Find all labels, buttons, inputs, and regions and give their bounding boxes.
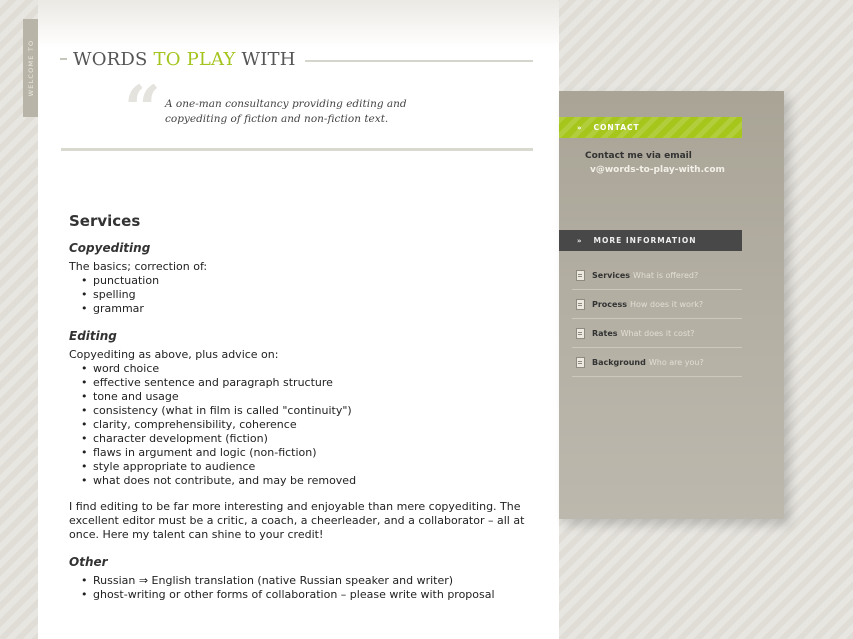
sidebar-link-services[interactable] xyxy=(572,261,742,290)
copyediting-intro: The basics; correction of: xyxy=(69,260,208,273)
sidebar-link-rates[interactable] xyxy=(572,319,742,348)
site-title-text xyxy=(73,49,296,70)
services-heading: Services xyxy=(69,212,141,230)
title-part-highlight: TO PLAY xyxy=(153,48,236,70)
contact-label: Contact me via email xyxy=(585,151,692,161)
more-information-header xyxy=(559,230,742,251)
list-item: • what does not contribute, and may be removed xyxy=(93,474,539,488)
link-label[interactable]: Process xyxy=(592,299,627,309)
list-item: • punctuation xyxy=(93,274,539,288)
sidebar-link-background[interactable] xyxy=(572,348,742,377)
list-item: • Russian ⇒ English translation (native Russian speaker and writer) xyxy=(93,574,539,588)
main-content-panel xyxy=(38,0,559,639)
list-item: • word choice xyxy=(93,362,539,376)
document-icon xyxy=(576,357,585,368)
list-item: • character development (fiction) xyxy=(93,432,539,446)
editing-paragraph: I find editing to be far more interesting and enjoyable than mere copyediting. The excellent editor must be a critic, a coach, a cheerleader, and a collaborator – all at once. Here my talent can shine to your credit! xyxy=(69,500,525,541)
title-part-start: WORDS xyxy=(73,48,154,70)
list-item: • grammar xyxy=(93,302,539,316)
editing-heading: Editing xyxy=(69,329,117,343)
other-heading: Other xyxy=(69,555,108,569)
link-description: How does it work? xyxy=(630,299,704,309)
list-item: • tone and usage xyxy=(93,390,539,404)
list-item: • consistency (what in film is called "continuity") xyxy=(93,404,539,418)
document-icon xyxy=(576,270,585,281)
contact-email-link[interactable]: v@words-to-play-with.com xyxy=(590,165,725,175)
chevron-down-icon: » xyxy=(577,123,583,132)
sidebar xyxy=(559,91,784,519)
copyediting-heading: Copyediting xyxy=(69,241,151,255)
more-information-heading: MORE INFORMATION xyxy=(593,236,697,245)
more-info-links xyxy=(572,261,742,377)
quote-mark-icon: “ xyxy=(124,72,161,147)
tagline: A one-man consultancy providing editing and copyediting of fiction and non-fiction text. xyxy=(165,98,407,125)
list-item: • spelling xyxy=(93,288,539,302)
link-label[interactable]: Background xyxy=(592,357,646,367)
list-item: • clarity, comprehensibility, coherence xyxy=(93,418,539,432)
contact-header xyxy=(559,117,742,138)
link-label[interactable]: Rates xyxy=(592,328,618,338)
document-icon xyxy=(576,299,585,310)
list-item: • ghost-writing or other forms of collaboration – please write with proposal xyxy=(93,588,539,602)
chevron-down-icon: » xyxy=(577,236,583,245)
sidebar-link-process[interactable] xyxy=(572,290,742,319)
list-item: • style appropriate to audience xyxy=(93,460,539,474)
header-divider xyxy=(61,148,533,151)
list-item: • effective sentence and paragraph structure xyxy=(93,376,539,390)
editing-list xyxy=(69,362,539,488)
link-description: Who are you? xyxy=(648,357,704,367)
link-label[interactable]: Services xyxy=(592,270,631,280)
title-dash-divider xyxy=(60,58,67,60)
document-icon xyxy=(576,328,585,339)
title-part-end: WITH xyxy=(235,48,296,70)
welcome-tab xyxy=(23,19,38,117)
list-item: • flaws in argument and logic (non-fiction) xyxy=(93,446,539,460)
editing-intro: Copyediting as above, plus advice on: xyxy=(69,348,279,361)
contact-heading: CONTACT xyxy=(593,123,640,132)
link-description: What is offered? xyxy=(633,270,699,280)
other-list xyxy=(69,574,539,602)
services-section xyxy=(69,211,539,602)
link-description: What does it cost? xyxy=(620,328,695,338)
title-rule xyxy=(305,60,533,62)
site-title xyxy=(60,47,533,71)
copyediting-list xyxy=(69,274,539,316)
welcome-tab-label: WELCOME TO xyxy=(26,39,35,97)
